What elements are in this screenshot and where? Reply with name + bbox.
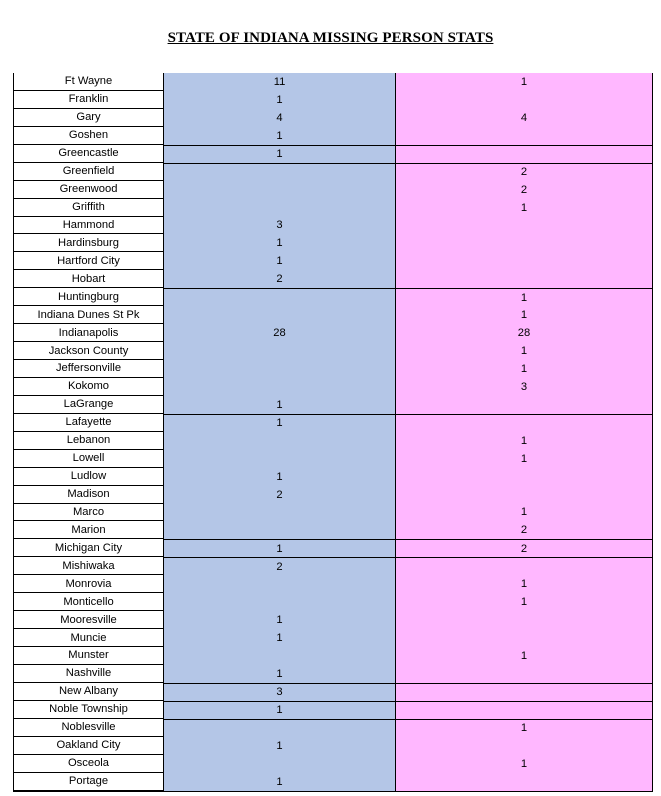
city-cell: Jeffersonville bbox=[13, 360, 163, 378]
page-title: STATE OF INDIANA MISSING PERSON STATS bbox=[167, 30, 494, 46]
city-cell: Huntingburg bbox=[13, 288, 163, 306]
table-row bbox=[13, 611, 653, 629]
blue-count-cell: 3 bbox=[163, 683, 395, 701]
table-row bbox=[13, 378, 653, 396]
table-row bbox=[13, 629, 653, 647]
table-row bbox=[13, 539, 653, 557]
pink-count-cell: 1 bbox=[395, 504, 653, 522]
city-cell: Marion bbox=[13, 521, 163, 539]
city-cell: Greenfield bbox=[13, 163, 163, 181]
city-cell: Mishiwaka bbox=[13, 557, 163, 575]
blue-count-cell: 28 bbox=[163, 324, 395, 342]
pink-count-cell bbox=[395, 252, 653, 270]
blue-count-cell: 1 bbox=[163, 396, 395, 414]
pink-count-cell bbox=[395, 145, 653, 163]
pink-count-cell: 1 bbox=[395, 360, 653, 378]
pink-count-cell: 1 bbox=[395, 288, 653, 306]
blue-count-cell bbox=[163, 288, 395, 306]
city-cell: Lebanon bbox=[13, 432, 163, 450]
pink-count-cell: 1 bbox=[395, 306, 653, 324]
city-cell: Indiana Dunes St Pk bbox=[13, 306, 163, 324]
pink-count-cell: 1 bbox=[395, 593, 653, 611]
table-row bbox=[13, 432, 653, 450]
blue-count-cell bbox=[163, 450, 395, 468]
blue-count-cell bbox=[163, 163, 395, 181]
table-row bbox=[13, 755, 653, 773]
city-cell: Kokomo bbox=[13, 378, 163, 396]
blue-count-cell: 1 bbox=[163, 701, 395, 719]
city-cell: Jackson County bbox=[13, 342, 163, 360]
table-row bbox=[13, 324, 653, 342]
city-cell: Noble Township bbox=[13, 701, 163, 719]
blue-count-cell: 1 bbox=[163, 91, 395, 109]
pink-count-cell: 4 bbox=[395, 109, 653, 127]
blue-count-cell: 1 bbox=[163, 539, 395, 557]
city-cell: Marco bbox=[13, 504, 163, 522]
table-row bbox=[13, 773, 653, 791]
city-cell: Michigan City bbox=[13, 539, 163, 557]
blue-count-cell: 2 bbox=[163, 486, 395, 504]
city-cell: Greenwood bbox=[13, 181, 163, 199]
pink-count-cell bbox=[395, 701, 653, 719]
pink-count-cell: 1 bbox=[395, 432, 653, 450]
city-cell: Portage bbox=[13, 773, 163, 791]
blue-count-cell: 3 bbox=[163, 217, 395, 235]
table-row bbox=[13, 468, 653, 486]
pink-count-cell bbox=[395, 91, 653, 109]
city-cell: Hardinsburg bbox=[13, 234, 163, 252]
city-cell: LaGrange bbox=[13, 396, 163, 414]
pink-count-cell: 28 bbox=[395, 324, 653, 342]
table-row bbox=[13, 593, 653, 611]
blue-count-cell: 1 bbox=[163, 468, 395, 486]
blue-count-cell bbox=[163, 504, 395, 522]
blue-count-cell bbox=[163, 181, 395, 199]
blue-count-cell: 2 bbox=[163, 557, 395, 575]
pink-count-cell bbox=[395, 683, 653, 701]
pink-count-cell bbox=[395, 737, 653, 755]
city-cell: Madison bbox=[13, 486, 163, 504]
blue-count-cell: 1 bbox=[163, 665, 395, 683]
table-row bbox=[13, 486, 653, 504]
city-cell: Noblesville bbox=[13, 719, 163, 737]
table-row bbox=[13, 145, 653, 163]
blue-count-cell bbox=[163, 378, 395, 396]
blue-count-cell: 1 bbox=[163, 414, 395, 432]
table-row bbox=[13, 360, 653, 378]
blue-count-cell: 1 bbox=[163, 629, 395, 647]
pink-count-cell: 1 bbox=[395, 199, 653, 217]
table-row bbox=[13, 163, 653, 181]
blue-count-cell: 4 bbox=[163, 109, 395, 127]
pink-count-cell bbox=[395, 270, 653, 288]
city-cell: Hartford City bbox=[13, 252, 163, 270]
pink-count-cell bbox=[395, 557, 653, 575]
pink-count-cell bbox=[395, 486, 653, 504]
blue-count-cell bbox=[163, 342, 395, 360]
blue-count-cell: 1 bbox=[163, 252, 395, 270]
table-row bbox=[13, 181, 653, 199]
city-cell: Lowell bbox=[13, 450, 163, 468]
city-cell: Greencastle bbox=[13, 145, 163, 163]
pink-count-cell: 1 bbox=[395, 575, 653, 593]
blue-count-cell bbox=[163, 360, 395, 378]
city-cell: Munster bbox=[13, 647, 163, 665]
pink-count-cell: 1 bbox=[395, 755, 653, 773]
blue-count-cell bbox=[163, 432, 395, 450]
table-row bbox=[13, 683, 653, 701]
pink-count-cell: 1 bbox=[395, 719, 653, 737]
city-cell: Muncie bbox=[13, 629, 163, 647]
blue-count-cell bbox=[163, 521, 395, 539]
pink-count-cell bbox=[395, 773, 653, 791]
table-row bbox=[13, 217, 653, 235]
table-row bbox=[13, 647, 653, 665]
pink-count-cell bbox=[395, 468, 653, 486]
missing-person-table bbox=[13, 73, 653, 791]
city-cell: Gary bbox=[13, 109, 163, 127]
pink-count-cell: 1 bbox=[395, 647, 653, 665]
pink-count-cell bbox=[395, 396, 653, 414]
pink-count-cell: 3 bbox=[395, 378, 653, 396]
table-row bbox=[13, 288, 653, 306]
table-row bbox=[13, 234, 653, 252]
blue-count-cell: 1 bbox=[163, 145, 395, 163]
table-row bbox=[13, 252, 653, 270]
table-row bbox=[13, 557, 653, 575]
table-row bbox=[13, 306, 653, 324]
blue-count-cell: 1 bbox=[163, 773, 395, 791]
blue-count-cell: 1 bbox=[163, 127, 395, 145]
city-cell: Osceola bbox=[13, 755, 163, 773]
table-row bbox=[13, 504, 653, 522]
table-row bbox=[13, 109, 653, 127]
city-cell: New Albany bbox=[13, 683, 163, 701]
blue-count-cell bbox=[163, 199, 395, 217]
table-row bbox=[13, 396, 653, 414]
pink-count-cell: 2 bbox=[395, 521, 653, 539]
city-cell: Lafayette bbox=[13, 414, 163, 432]
blue-count-cell bbox=[163, 575, 395, 593]
pink-count-cell bbox=[395, 629, 653, 647]
table-row bbox=[13, 414, 653, 432]
city-cell: Franklin bbox=[13, 91, 163, 109]
city-cell: Monrovia bbox=[13, 575, 163, 593]
table-row bbox=[13, 450, 653, 468]
city-cell: Griffith bbox=[13, 199, 163, 217]
table-row bbox=[13, 521, 653, 539]
pink-count-cell: 1 bbox=[395, 73, 653, 91]
pink-count-cell: 1 bbox=[395, 450, 653, 468]
blue-count-cell bbox=[163, 593, 395, 611]
city-cell: Nashville bbox=[13, 665, 163, 683]
blue-count-cell bbox=[163, 719, 395, 737]
pink-count-cell bbox=[395, 414, 653, 432]
table-row bbox=[13, 342, 653, 360]
city-cell: Ft Wayne bbox=[13, 73, 163, 91]
city-cell: Indianapolis bbox=[13, 324, 163, 342]
city-cell: Monticello bbox=[13, 593, 163, 611]
table-row bbox=[13, 270, 653, 288]
pink-count-cell: 2 bbox=[395, 181, 653, 199]
blue-count-cell: 1 bbox=[163, 611, 395, 629]
pink-count-cell bbox=[395, 234, 653, 252]
blue-count-cell bbox=[163, 647, 395, 665]
pink-count-cell: 2 bbox=[395, 163, 653, 181]
table-row bbox=[13, 575, 653, 593]
blue-count-cell bbox=[163, 306, 395, 324]
table-row bbox=[13, 665, 653, 683]
table-row bbox=[13, 73, 653, 91]
pink-count-cell bbox=[395, 611, 653, 629]
table-row bbox=[13, 127, 653, 145]
blue-count-cell: 2 bbox=[163, 270, 395, 288]
table-row bbox=[13, 199, 653, 217]
table-row bbox=[13, 91, 653, 109]
pink-count-cell bbox=[395, 665, 653, 683]
blue-count-cell: 1 bbox=[163, 234, 395, 252]
blue-count-cell bbox=[163, 755, 395, 773]
pink-count-cell: 1 bbox=[395, 342, 653, 360]
blue-count-cell: 11 bbox=[163, 73, 395, 91]
table-bottom-border bbox=[13, 791, 653, 792]
city-cell: Hobart bbox=[13, 270, 163, 288]
table-row bbox=[13, 719, 653, 737]
table-row bbox=[13, 701, 653, 719]
pink-count-cell bbox=[395, 127, 653, 145]
table-row bbox=[13, 737, 653, 755]
city-cell: Mooresville bbox=[13, 611, 163, 629]
city-cell: Hammond bbox=[13, 217, 163, 235]
city-cell: Oakland City bbox=[13, 737, 163, 755]
pink-count-cell: 2 bbox=[395, 539, 653, 557]
pink-count-cell bbox=[395, 217, 653, 235]
city-cell: Ludlow bbox=[13, 468, 163, 486]
blue-count-cell: 1 bbox=[163, 737, 395, 755]
city-cell: Goshen bbox=[13, 127, 163, 145]
